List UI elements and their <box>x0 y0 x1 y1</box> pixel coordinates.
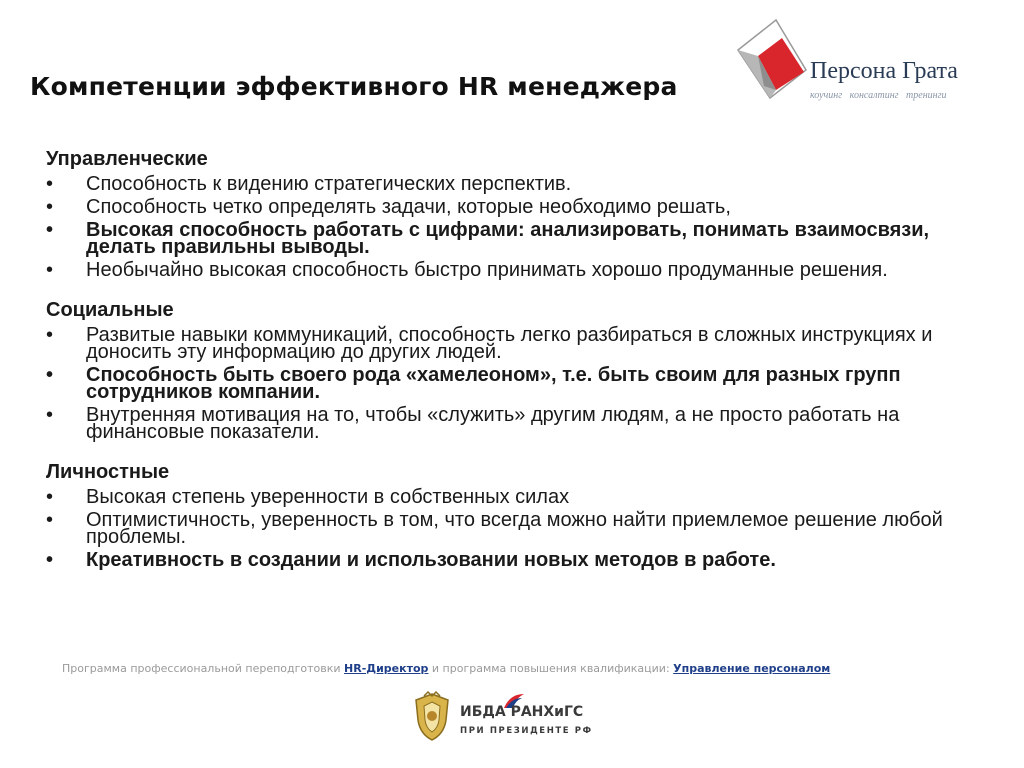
emblem-icon <box>410 690 454 742</box>
list-item: • Высокая степень уверенности в собственных силах <box>46 486 570 508</box>
footer-middle: и программа повышения квалификации: <box>431 662 670 675</box>
list-item: • Креативность в создании и использовании новых методов в работе. <box>46 549 776 571</box>
list-item: • Способность к видению стратегических перспектив. <box>46 173 572 195</box>
ibda-ranepa-logo <box>410 690 620 742</box>
persona-grata-logo <box>736 18 996 102</box>
bullet-icon: • <box>46 486 54 508</box>
section-managerial <box>46 148 966 279</box>
bullet-icon: • <box>46 324 54 346</box>
hr-director-link[interactable]: HR-Директор <box>344 662 429 675</box>
list-item: • Оптимистичность, уверенность в том, что всегда можно найти приемлемое решение любой проблемы. <box>46 509 943 548</box>
list-item: • Необычайно высокая способность быстро принимать хорошо продуманные решения. <box>46 259 888 281</box>
bullet-icon: • <box>46 219 54 241</box>
bullet-icon: • <box>46 259 54 281</box>
competencies-list <box>46 148 966 589</box>
section-heading: Социальные <box>46 299 174 321</box>
page-title: Компетенции эффективного HR менеджера <box>30 72 678 101</box>
logo-brand-name: Персона Грата <box>810 58 958 84</box>
list-item: • Развитые навыки коммуникаций, способность легко разбираться в сложных инструкциях и доносить эту информацию до других людей. <box>46 324 933 363</box>
org-subtitle: ПРИ ПРЕЗИДЕНТЕ РФ <box>460 726 593 736</box>
section-heading: Личностные <box>46 461 170 483</box>
section-social <box>46 299 966 441</box>
list-item: • Способность быть своего рода «хамелеоном», т.е. быть своим для разных групп сотрудников компании. <box>46 364 901 403</box>
list-item: • Высокая способность работать с цифрами: анализировать, понимать взаимосвязи, делать правильны выводы. <box>46 219 930 258</box>
footer-prefix: Программа профессиональной переподготовки <box>62 662 341 675</box>
bullet-icon: • <box>46 509 54 531</box>
list-item: • Способность четко определять задачи, которые необходимо решать, <box>46 196 731 218</box>
bullet-icon: • <box>46 549 54 571</box>
footer-program-line <box>62 662 830 675</box>
list-item: • Внутренняя мотивация на то, чтобы «служить» другим людям, а не просто работать на финансовые показатели. <box>46 404 900 443</box>
bullet-icon: • <box>46 364 54 386</box>
bullet-icon: • <box>46 173 54 195</box>
bullet-icon: • <box>46 404 54 426</box>
persona-grata-logo-icon <box>736 18 808 102</box>
logo-tagline: коучинг консалтинг тренинги <box>810 90 947 101</box>
section-heading: Управленческие <box>46 148 208 170</box>
section-personal <box>46 461 966 569</box>
org-name: ИБДА РАНХиГС <box>460 704 584 720</box>
bullet-icon: • <box>46 196 54 218</box>
personnel-management-link[interactable]: Управление персоналом <box>673 662 831 675</box>
